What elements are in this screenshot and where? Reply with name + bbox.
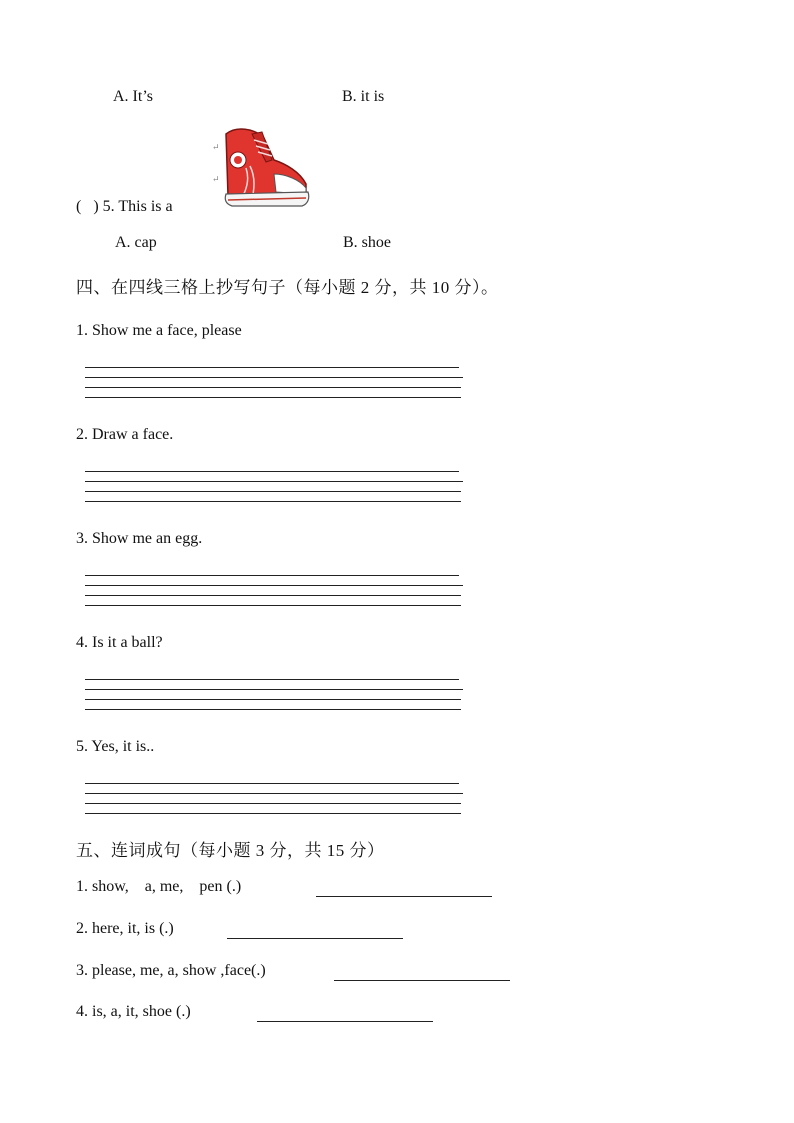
sneaker-icon (210, 124, 312, 214)
q4-option-b: B. it is (342, 88, 385, 105)
reorder-item-1 (76, 878, 241, 896)
reorder-answer-line-2[interactable] (227, 938, 403, 939)
copy-sentence-2: 2. Draw a face. (76, 426, 174, 443)
answer-open-paren: ( (76, 198, 82, 215)
reorder-item-4: 4. is, a, it, shoe (.) (76, 1003, 191, 1020)
section4-heading: 四、在四线三格上抄写句子（每小题 2 分，共 10 分）。 (76, 278, 499, 297)
copy-sentence-1: 1. Show me a face, please (76, 322, 242, 339)
sneaker-image (210, 124, 312, 214)
reorder-item-3: 3. please, me, a, show ,face(.) (76, 962, 266, 979)
q5-option-a: A. cap (115, 234, 157, 251)
reorder-answer-line-3[interactable] (334, 980, 510, 981)
q5-stem-text: 5. This is a (102, 198, 173, 215)
svg-text:↵: ↵ (212, 174, 220, 184)
answer-close-paren: ) (93, 198, 99, 215)
handwriting-grid-3[interactable] (85, 575, 463, 609)
copy-sentence-4: 4. Is it a ball? (76, 634, 163, 651)
handwriting-grid-5[interactable] (85, 783, 463, 817)
reorder-item-2: 2. here, it, is (.) (76, 920, 174, 937)
q5-option-b: B. shoe (343, 234, 391, 251)
reorder-answer-line-4[interactable] (257, 1021, 433, 1022)
q5-stem (76, 198, 173, 216)
reorder-answer-line-1[interactable] (316, 896, 492, 897)
handwriting-grid-4[interactable] (85, 679, 463, 713)
copy-sentence-5: 5. Yes, it is.. (76, 738, 155, 755)
svg-text:↵: ↵ (212, 142, 220, 152)
reorder-item-1-text: 1. show, a, me, pen (.) (76, 878, 242, 895)
handwriting-grid-2[interactable] (85, 471, 463, 505)
handwriting-grid-1[interactable] (85, 367, 463, 401)
q4-option-a: A. It’s (113, 88, 153, 105)
copy-sentence-3: 3. Show me an egg. (76, 530, 203, 547)
section5-heading: 五、连词成句（每小题 3 分，共 15 分） (76, 841, 385, 860)
